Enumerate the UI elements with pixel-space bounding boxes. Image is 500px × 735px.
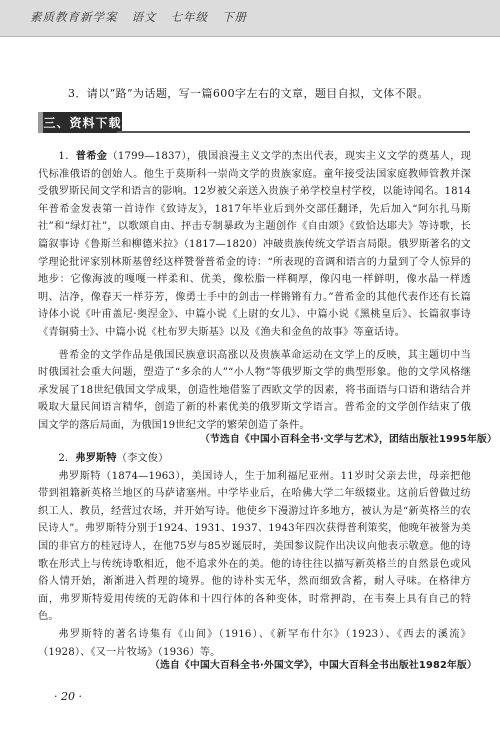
header-volume: 下册 (222, 10, 247, 24)
entry-name: 普希金 (75, 151, 108, 162)
writing-task-3: 3．请以“路”为话题，写一篇600字左右的文章，题目自拟，文体不限。 (68, 87, 429, 100)
entry-frost-para1: 弗罗斯特（1874—1963），美国诗人，生于加利福尼亚州。11岁时父亲去世，母亲把他带到祖籍新英格兰地区的马萨诸塞州。中学毕业后，在哈佛大学二年级辍业。这前后曾做过纺织工人、教员，经营过农场，并开始写诗。他使乡下漫游过许多地方，被认为是“新英格兰的农民诗人”。弗罗斯特分别于1924、1931、1937、1943年四次获得普利策奖，他晚年被誉为美国的非官方的桂冠诗人，在他75岁与85岁诞辰时，美国参议院作出决议向他表示敬意。他的诗歌在形式上与传统诗歌相近，他不追求外在的美。他的诗往往以描写新英格兰的自然景色或风俗人情开始，渐渐进入哲理的境界。他的诗朴实无华，然而细致含蓄，耐人寻味。在格律方面，弗罗斯特爱用传统的无韵体和十四行体的各种变体，时常押韵，在韦奏上具有自己的特色。 (38, 470, 471, 623)
entry-number: 2． (58, 453, 76, 464)
header-bar (0, 0, 500, 37)
header-grade: 七年级 (170, 10, 208, 24)
section-title-text: 三、资料下载 (43, 116, 122, 130)
header-series: 素质教育新学案 (30, 10, 118, 24)
entry-frost-heading (38, 450, 471, 468)
section-divider (117, 131, 470, 133)
section-title (38, 112, 122, 133)
entry-body: （1799—1837），俄国浪漫主义文学的杰出代表，现实主义文学的奠基人，现代标准俄语的创始人。他生于莫斯科一崇尚文学的贵族家庭。童年接受法国家庭教师管教并深受俄罗斯民间文学和语言的影响。12岁被父亲送入贵族子弟学校皇村学校，以能诗闻名。1814年普希金发表第一首诗作《致诗友》，1817年毕业后到外交部任翻译，先后加入“阿尔扎马斯社”和“绿灯社”，以歌颂自由、抨击专制暴政为主题创作《自由颂》《致恰达耶夫》等诗歌，长篇叙事诗《鲁斯兰和柳德米拉》（1817—1820）冲破贵族传统文学语言局限。俄罗斯著名的文学理论批评家别林斯基曾经这样赞誉普希金的诗：“所表现的音调和语言的力量到了令人惊异的地步：它像海波的嘎嘎一样柔和、优美，像松脂一样稠厚，像闪电一样鲜明，像水晶一样透明、洁净，像春天一样芬芳，像勇士手中的剑击一样锵锵有力。”普希金的其他代表作还有长篇诗体小说《叶甫盖尼·奥涅金》、中篇小说《上尉的女儿》、中篇小说《黑桃皇后》、长篇叙事诗《青铜骑士》、中篇小说《杜布罗夫斯基》以及《渔夫和金鱼的故事》等童话诗。 (38, 151, 471, 338)
header-subject: 语文 (131, 10, 157, 24)
entry-pushkin-para2: 普希金的文学作品是俄国民族意识高涨以及贵族革命运动在文学上的反映，其主题切中当时俄国社会重大问题，塑造了“多余的人”“小人物”等俄罗斯文学的典型形象。他的文学风格继承发展了18世纪俄国文学成果，创造性地借鉴了西欧文学的因素，将书面语与口语和谐结合并吸取大量民间语言精华，创造了新的朴素优美的俄罗斯文学语言。普希金的文学创作结束了俄国文学的落后局面，为俄国19世纪文学的繁荣创造了条件。 (38, 349, 471, 431)
entry-number: 1． (58, 151, 76, 162)
entry-frost-para2: 弗罗斯特的著名诗集有《山间》（1916）、《新罕布什尔》（1923）、《西去的溪流》（1928）、《又一片牧场》（1936）等。 (38, 628, 471, 658)
entry-pushkin (38, 148, 471, 435)
source-citation-2: （选自《中国大百科全书·外国文学》，中国大百科全书出版社1982年版） (150, 660, 477, 671)
source-citation-1: （节选自《中国小百科全书·文学与艺术》，团结出版社1995年版） (200, 434, 498, 445)
entry-author: （李文俊） (116, 453, 169, 464)
entry-frost (38, 450, 471, 661)
entry-name: 弗罗斯特 (75, 453, 117, 464)
running-header (30, 9, 261, 25)
page-number: · 20 · (54, 690, 82, 703)
entry-pushkin-para1 (38, 148, 471, 342)
